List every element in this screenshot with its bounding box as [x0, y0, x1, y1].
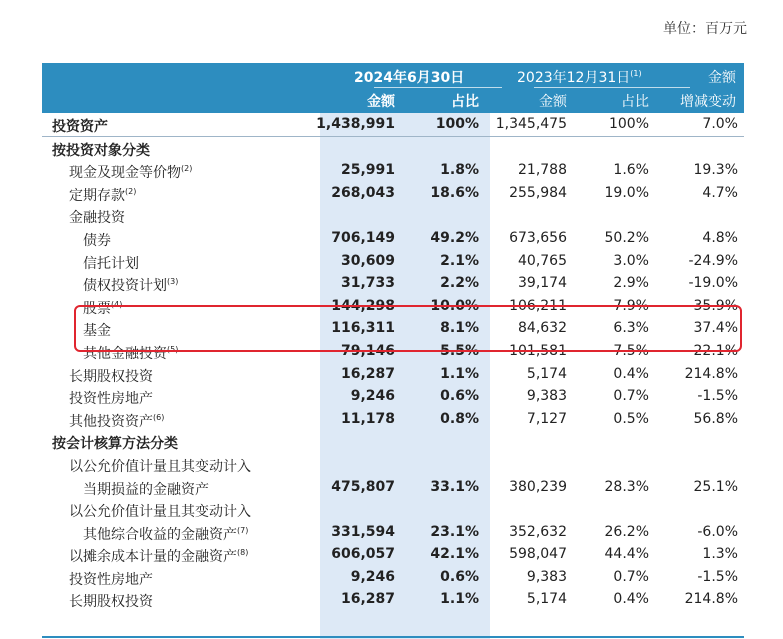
- table-row: [42, 385, 744, 408]
- cell-change: 214.8%: [684, 365, 738, 382]
- cell-value-current: 31,733: [340, 275, 395, 292]
- cell-value-current: 25,991: [340, 162, 395, 179]
- cell-value-prior: 84,632: [518, 320, 567, 337]
- table-row: [42, 476, 744, 499]
- cell-change: -22.1%: [688, 342, 738, 359]
- row-label: 以公允价值计量且其变动计入: [69, 458, 251, 475]
- table-row: [42, 543, 744, 566]
- cell-ratio-prior: 0.4%: [613, 365, 649, 382]
- table-row: [42, 498, 744, 521]
- cell-ratio-current: 0.6%: [440, 388, 479, 405]
- table-row: [42, 521, 744, 544]
- cell-value-prior: 255,984: [509, 184, 567, 201]
- cell-ratio-current: 49.2%: [430, 229, 479, 246]
- cell-ratio-prior: 19.0%: [604, 184, 649, 201]
- cell-change: 19.3%: [693, 162, 738, 179]
- row-label: 现金及现金等价物$^{(2)}$: [69, 164, 193, 182]
- cell-value-current: 268,043: [331, 184, 395, 201]
- cell-value-current: 116,311: [331, 320, 395, 337]
- table-row: [42, 159, 744, 182]
- cell-change: 35.9%: [693, 297, 738, 314]
- cell-ratio-prior: 1.6%: [613, 162, 649, 179]
- cell-change: -1.5%: [697, 568, 738, 585]
- cell-value-prior: 7,127: [526, 410, 567, 427]
- row-label: 基金: [83, 323, 111, 340]
- table-row: [42, 182, 744, 205]
- cell-value-current: 1,438,991: [316, 116, 395, 132]
- header-underline-prior: [534, 87, 690, 88]
- header-change-line2: 增减变动: [680, 94, 736, 110]
- cell-change: -19.0%: [688, 275, 738, 292]
- header-period-current: 2024年6月30日: [354, 70, 465, 86]
- row-label: 股票$^{(4)}$: [83, 299, 123, 317]
- cell-value-prior: 40,765: [518, 252, 567, 269]
- cell-value-prior: 673,656: [509, 229, 567, 246]
- cell-value-current: 144,298: [331, 297, 395, 314]
- cell-value-prior: 5,174: [526, 365, 567, 382]
- cell-value-current: 16,287: [340, 591, 395, 608]
- cell-ratio-current: 33.1%: [430, 478, 479, 495]
- row-label: 金融投资: [69, 210, 125, 227]
- cell-ratio-prior: 44.4%: [604, 546, 649, 563]
- cell-ratio-current: 100%: [435, 116, 479, 132]
- cell-value-current: 9,246: [350, 568, 395, 585]
- row-label: 其他投资资产$^{(6)}$: [69, 412, 165, 430]
- cell-value-prior: 9,383: [526, 568, 567, 585]
- unit-label: 单位：百万元: [663, 21, 747, 37]
- cell-ratio-prior: 3.0%: [613, 252, 649, 269]
- row-label: 信托计划: [83, 255, 139, 272]
- cell-change: 4.7%: [702, 184, 738, 201]
- cell-ratio-current: 23.1%: [430, 523, 479, 540]
- cell-ratio-current: 1.8%: [440, 162, 479, 179]
- bottom-rule: [42, 636, 744, 638]
- cell-change: 4.8%: [702, 229, 738, 246]
- cell-change: 7.0%: [702, 116, 738, 132]
- cell-ratio-prior: 0.7%: [613, 568, 649, 585]
- row-label: 其他金融投资$^{(5)}$: [83, 344, 179, 362]
- cell-ratio-current: 2.2%: [440, 275, 479, 292]
- row-label: 债权投资计划$^{(3)}$: [83, 277, 179, 295]
- cell-ratio-prior: 26.2%: [604, 523, 649, 540]
- cell-value-current: 9,246: [350, 388, 395, 405]
- cell-value-current: 331,594: [331, 523, 395, 540]
- cell-ratio-prior: 0.4%: [613, 591, 649, 608]
- cell-ratio-current: 2.1%: [440, 252, 479, 269]
- cell-change: 214.8%: [684, 591, 738, 608]
- annotation-highlight-box: [74, 305, 742, 352]
- row-label: 按投资对象分类: [52, 142, 150, 159]
- cell-ratio-current: 1.1%: [440, 591, 479, 608]
- cell-change: 1.3%: [702, 546, 738, 563]
- table-header: [42, 63, 744, 113]
- row-label: 债券: [83, 232, 111, 249]
- row-label: 以公允价值计量且其变动计入: [69, 504, 251, 521]
- row-label: 长期股权投资: [69, 594, 153, 611]
- cell-ratio-current: 0.8%: [440, 410, 479, 427]
- cell-ratio-prior: 0.5%: [613, 410, 649, 427]
- cell-change: 37.4%: [693, 320, 738, 337]
- table-row: [42, 566, 744, 589]
- table-row: [42, 430, 744, 453]
- table-row: [42, 408, 744, 431]
- cell-value-current: 606,057: [331, 546, 395, 563]
- header-ratio-prior: 占比: [621, 94, 649, 110]
- cell-value-prior: 380,239: [509, 478, 567, 495]
- cell-ratio-current: 18.6%: [430, 184, 479, 201]
- table-row: [42, 453, 744, 476]
- table-row: [42, 137, 744, 160]
- table-row: [42, 363, 744, 386]
- header-amount-prior: 金额: [539, 94, 567, 110]
- table-row: [42, 227, 744, 250]
- cell-value-prior: 598,047: [509, 546, 567, 563]
- cell-value-prior: 101,581: [509, 342, 567, 359]
- cell-value-current: 16,287: [340, 365, 395, 382]
- table-row: [42, 204, 744, 227]
- row-label: 其他综合收益的金融资产$^{(7)}$: [83, 525, 249, 543]
- cell-ratio-prior: 7.5%: [613, 342, 649, 359]
- cell-value-prior: 352,632: [509, 523, 567, 540]
- cell-value-prior: 1,345,475: [495, 116, 567, 132]
- cell-value-current: 706,149: [331, 229, 395, 246]
- cell-ratio-prior: 28.3%: [604, 478, 649, 495]
- table-row: [42, 272, 744, 295]
- cell-ratio-prior: 50.2%: [604, 229, 649, 246]
- cell-change: 56.8%: [693, 410, 738, 427]
- row-label: 长期股权投资: [69, 368, 153, 385]
- cell-ratio-prior: 0.7%: [613, 388, 649, 405]
- cell-value-prior: 106,211: [509, 297, 567, 314]
- cell-change: -1.5%: [697, 388, 738, 405]
- table-row: [42, 250, 744, 273]
- header-ratio-current: 占比: [451, 94, 479, 110]
- cell-value-current: 475,807: [331, 478, 395, 495]
- row-label: 定期存款$^{(2)}$: [69, 186, 137, 204]
- cell-ratio-current: 10.0%: [430, 297, 479, 314]
- cell-value-prior: 9,383: [526, 388, 567, 405]
- row-label: 当期损益的金融资产: [83, 481, 209, 498]
- cell-change: -24.9%: [688, 252, 738, 269]
- row-label: 投资性房地产: [69, 391, 153, 408]
- cell-ratio-current: 0.6%: [440, 568, 479, 585]
- row-label: 投资资产: [52, 119, 108, 135]
- header-period-prior: 2023年12月31日$^{(1)}$: [517, 69, 642, 86]
- header-amount-current: 金额: [367, 94, 395, 110]
- table-body: [42, 113, 744, 611]
- cell-ratio-current: 8.1%: [440, 320, 479, 337]
- cell-change: 25.1%: [693, 478, 738, 495]
- cell-ratio-prior: 2.9%: [613, 275, 649, 292]
- cell-ratio-current: 1.1%: [440, 365, 479, 382]
- cell-value-prior: 39,174: [518, 275, 567, 292]
- row-label: 以摊余成本计量的金融资产$^{(8)}$: [69, 548, 249, 566]
- row-label: 投资性房地产: [69, 571, 153, 588]
- cell-value-current: 11,178: [340, 410, 395, 427]
- cell-ratio-current: 42.1%: [430, 546, 479, 563]
- cell-ratio-prior: 100%: [608, 116, 649, 132]
- cell-value-prior: 5,174: [526, 591, 567, 608]
- cell-ratio-prior: 7.9%: [613, 297, 649, 314]
- cell-value-current: 79,146: [340, 342, 395, 359]
- header-underline-current: [374, 87, 502, 88]
- cell-value-prior: 21,788: [518, 162, 567, 179]
- cell-ratio-current: 5.5%: [440, 342, 479, 359]
- table-row: [42, 113, 744, 137]
- row-label: 按会计核算方法分类: [52, 436, 178, 453]
- table-row: [42, 588, 744, 611]
- cell-change: -6.0%: [697, 523, 738, 540]
- cell-ratio-prior: 6.3%: [613, 320, 649, 337]
- header-change-line1: 金额: [708, 70, 736, 86]
- cell-value-current: 30,609: [340, 252, 395, 269]
